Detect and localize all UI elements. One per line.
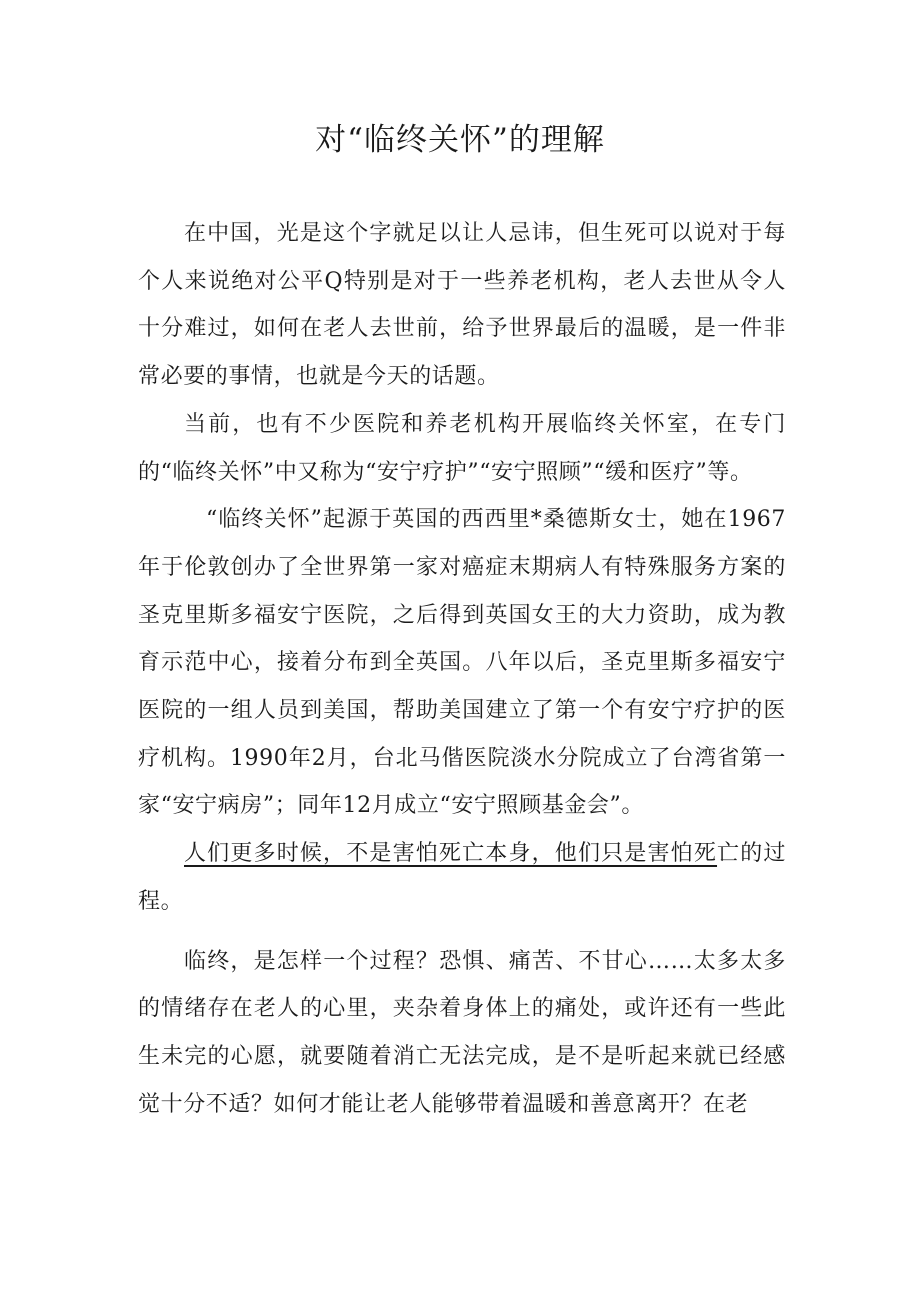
paragraph-4-rest: 亡的过程。 xyxy=(138,841,786,914)
paragraph-4 xyxy=(138,830,786,925)
paragraph-3: “临终关怀”起源于英国的西西里*桑德斯女士，她在1967年于伦敦创办了全世界第一家对癌症末期病人有特殊服务方案的圣克里斯多福安宁医院，之后得到英国女王的大力资助，成为教育示范中心，接着分布到全英国。八年以后，圣克里斯多福安宁医院的一组人员到美国，帮助美国建立了第一个有安宁疗护的医疗机构。1990年2月，台北马偕医院淡水分院成立了台湾省第一家“安宁病房”；同年12月成立“安宁照顾基金会”。 xyxy=(138,507,786,819)
paragraph-2: 当前，也有不少医院和养老机构开展临终关怀室，在专门的“临终关怀”中又称为“安宁疗护”“安宁照顾”“缓和医疗”等。 xyxy=(138,411,786,485)
underlined-sentence: 人们更多时候，不是害怕死亡本身，他们只是害怕死 xyxy=(184,841,718,867)
paragraph-1: 在中国，光是这个字就足以让人忌讳，但生死可以说对于每个人来说绝对公平Q特别是对于一些养老机构，老人去世从令人十分难过，如何在老人去世前，给予世界最后的温暖，是一件非常必要的事情，也就是今天的话题。 xyxy=(138,221,786,390)
document-title: 对“临终关怀”的理解 xyxy=(315,122,605,158)
paragraph-5: 临终，是怎样一个过程？恐惧、痛苦、不甘心……太多太多的情绪存在老人的心里，夹杂着身体上的痛处，或许还有一些此生未完的心愿，就要随着消亡无法完成，是不是听起来就已经感觉十分不适？如何才能让老人能够带着温暖和善意离开？在老 xyxy=(138,948,786,1117)
document-body xyxy=(138,210,786,1128)
